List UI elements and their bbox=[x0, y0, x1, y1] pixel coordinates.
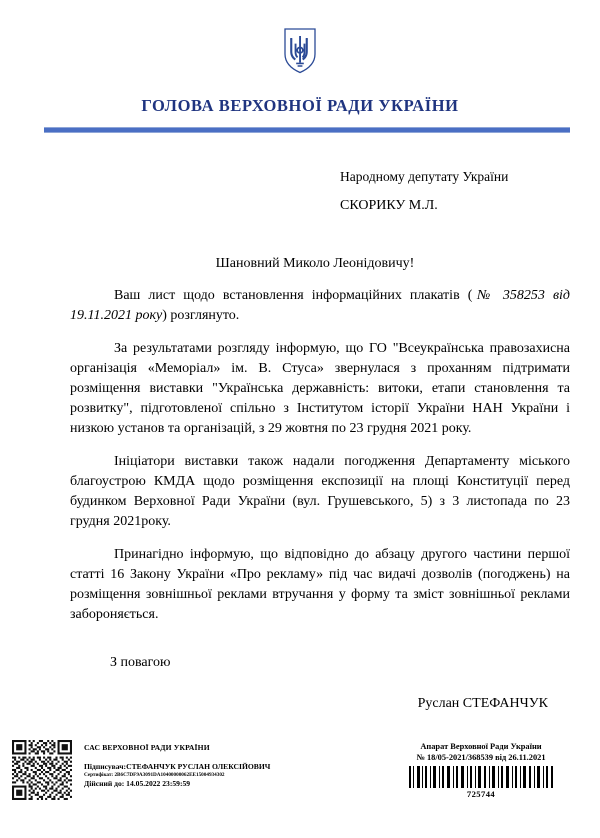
registration-block bbox=[376, 742, 586, 799]
registration-reference: № 18/05-2021/368539 від 26.11.2021 bbox=[416, 753, 546, 762]
digital-signature-stamp bbox=[12, 740, 270, 800]
letter-paragraph-1 bbox=[70, 286, 570, 326]
letter-body bbox=[0, 256, 600, 625]
stamp-signer: Підписувач:СТЕФАНЧУК РУСЛАН ОЛЕКСІЙОВИЧ bbox=[84, 762, 271, 771]
document-footer bbox=[0, 732, 600, 838]
ukraine-trident-coat-of-arms-icon bbox=[283, 28, 317, 74]
stamp-text-block bbox=[84, 740, 270, 788]
letterhead-title: ГОЛОВА ВЕРХОВНОЇ РАДИ УКРАЇНИ bbox=[141, 96, 459, 115]
letter-paragraph-4: Принагідно інформую, що відповідно до абзацу другого частини першої статті 16 Закону України «Про рекламу» під час видачі дозволів (погоджень) на розміщення зовнішньої реклами втручання у форму та зміст зовнішньої реклами забороняється. bbox=[70, 547, 570, 623]
letter-paragraph-2: За результатами розгляду інформую, що ГО "Всеукраїнська правозахисна організація «Меморіал» ім. В. Стуса» звернулася з проханням підтримати розміщення виставки "Українська державність: витоки, етапи становлення та розвитку", підготовленої спільно з Інститутом історії України НАН України і низкою установ та організацій, з 29 жовтня по 23 грудня 2021 року. bbox=[70, 341, 570, 437]
addressee-name: СКОРИКУ М.Л. bbox=[340, 198, 438, 213]
paragraph-1-reference: № 358253 від 19.11.2021 року bbox=[70, 288, 571, 324]
divider-line bbox=[44, 127, 570, 133]
addressee-position: Народному депутату України bbox=[340, 169, 509, 184]
stamp-system-title: САС ВЕРХОВНОЇ РАДИ УКРАЇНИ bbox=[84, 743, 210, 752]
signature-block bbox=[0, 655, 600, 712]
stamp-certificate: Сертифікат: 2B6C7DF9A3091DA10400000062EE15004934302 bbox=[84, 772, 225, 778]
signature-name: Руслан СТЕФАНЧУК bbox=[417, 696, 548, 712]
letterhead-divider bbox=[0, 127, 600, 133]
registration-office: Апарат Верховної Ради України bbox=[420, 742, 542, 751]
paragraph-1-text-before: Ваш лист щодо встановлення інформаційних плакатів ( bbox=[114, 288, 473, 303]
addressee-block bbox=[0, 169, 600, 214]
letterhead-emblem-area bbox=[0, 0, 600, 79]
letter-salutation: Шановний Миколо Леонідовичу! bbox=[215, 256, 415, 271]
letter-paragraph-3: Ініціатори виставки також надали погодження Департаменту міського благоустрою КМДА щодо розміщення експозиції на площі Конституції перед будинком Верховної Ради України (вул. Грушевського, 5) з 3 листопада по 23 грудня 2021року. bbox=[70, 454, 570, 530]
stamp-valid-until: Дійсний до: 14.05.2022 23:59:59 bbox=[84, 779, 191, 788]
paragraph-1-text-after: ) розглянуто. bbox=[162, 308, 240, 324]
barcode-number: 725744 bbox=[466, 789, 496, 799]
signature-regards: З повагою bbox=[110, 655, 171, 671]
qr-code-icon bbox=[12, 740, 72, 800]
barcode-icon bbox=[406, 766, 556, 788]
